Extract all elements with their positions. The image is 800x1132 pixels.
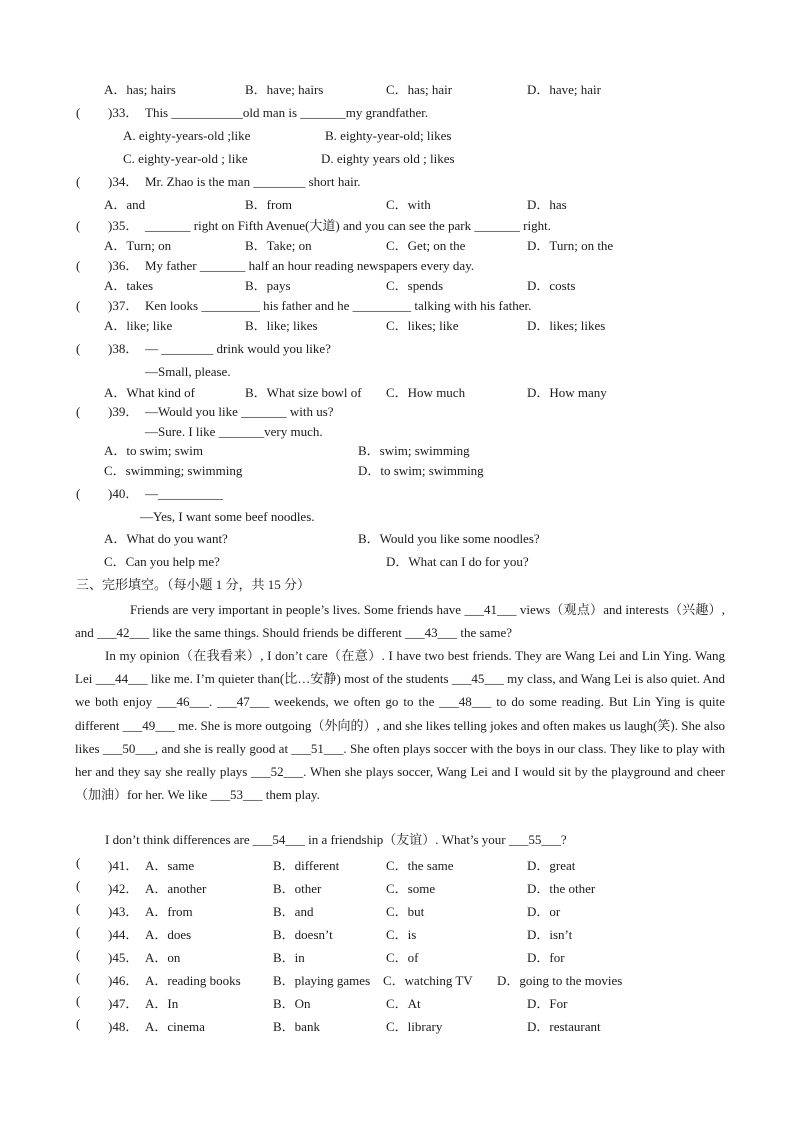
option-b: B．swim; swimming [358, 443, 470, 458]
q32-option-c: C．has; hair [386, 82, 453, 97]
question-stem: _______ right on Fifth Avenue(大道) and you can see the park _______ right. [145, 218, 551, 233]
answer-paren: ( [76, 878, 81, 893]
answer-paren: ( [76, 993, 81, 1008]
question-stem: —Would you like _______ with us? [145, 404, 334, 419]
option-a: A．same [145, 858, 195, 873]
question-number: )41． [108, 858, 139, 873]
option-b: B．like; likes [245, 318, 318, 333]
question-number: )36． [108, 258, 139, 273]
q32-option-d: D．have; hair [527, 82, 602, 97]
option-b: B．other [273, 881, 322, 896]
option-a: A．does [145, 927, 192, 942]
option-b: B．different [273, 858, 340, 873]
option-d: D．isn’t [527, 927, 573, 942]
answer-paren: ( [76, 341, 81, 356]
passage-paragraph-1: Friends are very important in people’s lives. Some friends have ___41___ views（观点）and interests（兴趣）, and ___42___ like the same things. Should friends be different ___43___ the same? [75, 602, 725, 641]
option-d: D．Turn; on the [527, 238, 614, 253]
option-b: B．doesn’t [273, 927, 333, 942]
option-a: A．What kind of [104, 385, 195, 400]
q32-option-a: A．has; hairs [104, 82, 176, 97]
passage-paragraph-3: I don’t think differences are ___54___ in a friendship（友谊）. What’s your ___55___? [105, 832, 567, 847]
answer-paren: ( [76, 404, 81, 419]
option-c: C．likes; like [386, 318, 459, 333]
option-b: B．and [273, 904, 314, 919]
option-d: D．For [527, 996, 568, 1011]
answer-paren: ( [76, 218, 81, 233]
question-number: )48． [108, 1019, 139, 1034]
answer-paren: ( [76, 924, 81, 939]
option-b: B．in [273, 950, 305, 965]
option-d: D．going to the movies [497, 973, 623, 988]
question-number: )45． [108, 950, 139, 965]
option-c: C．watching TV [383, 973, 473, 988]
question-stem: This ___________old man is _______my grandfather. [145, 105, 429, 120]
option-c: C．Can you help me? [104, 554, 220, 569]
answer-paren: ( [76, 174, 81, 189]
option-b: B．playing games [273, 973, 371, 988]
question-number: )47． [108, 996, 139, 1011]
option-a: A．like; like [104, 318, 173, 333]
question-stem: —__________ [145, 486, 223, 501]
question-number: )39． [108, 404, 139, 419]
option-c: C．At [386, 996, 421, 1011]
question-number: )43． [108, 904, 139, 919]
question-number: )42． [108, 881, 139, 896]
section-heading: 三、完形填空。（每小题 1 分，共 15 分） [76, 577, 311, 592]
answer-paren: ( [76, 1016, 81, 1031]
option-c: C．How much [386, 385, 466, 400]
option-c: C．of [386, 950, 419, 965]
answer-paren: ( [76, 901, 81, 916]
answer-paren: ( [76, 486, 81, 501]
question-number: )38． [108, 341, 139, 356]
question-stem: My father _______ half an hour reading newspapers every day. [145, 258, 475, 273]
option-b: B．What size bowl of [245, 385, 362, 400]
question-number: )33． [108, 105, 139, 120]
option-c: C．Get; on the [386, 238, 466, 253]
question-number: )44． [108, 927, 139, 942]
option-c: C．the same [386, 858, 454, 873]
answer-paren: ( [76, 855, 81, 870]
answer-paren: ( [76, 258, 81, 273]
q32-option-b: B．have; hairs [245, 82, 324, 97]
option-a: A．Turn; on [104, 238, 172, 253]
option-d: D．the other [527, 881, 596, 896]
option-a: A．from [145, 904, 193, 919]
option-a: A. eighty-years-old ;like [123, 128, 251, 143]
option-a: A．What do you want? [104, 531, 228, 546]
option-c: C. eighty-year-old ; like [123, 151, 248, 166]
option-a: A．on [145, 950, 181, 965]
answer-paren: ( [76, 298, 81, 313]
option-b: B．bank [273, 1019, 320, 1034]
option-c: C．with [386, 197, 431, 212]
question-response: —Sure. I like _______very much. [145, 424, 323, 439]
answer-paren: ( [76, 105, 81, 120]
option-d: D．to swim; swimming [358, 463, 484, 478]
question-number: )37． [108, 298, 139, 313]
question-stem: Ken looks _________ his father and he _________ talking with his father. [145, 298, 532, 313]
option-a: A．takes [104, 278, 154, 293]
option-a: A．In [145, 996, 179, 1011]
option-d: D．for [527, 950, 565, 965]
option-a: A．cinema [145, 1019, 205, 1034]
option-c: C．library [386, 1019, 443, 1034]
answer-paren: ( [76, 947, 81, 962]
option-c: C．some [386, 881, 436, 896]
option-a: A．reading books [145, 973, 241, 988]
option-b: B. eighty-year-old; likes [325, 128, 452, 143]
option-b: B．Would you like some noodles? [358, 531, 540, 546]
option-a: A．another [145, 881, 207, 896]
option-d: D．restaurant [527, 1019, 601, 1034]
option-c: C．swimming; swimming [104, 463, 243, 478]
question-response: —Small, please. [145, 364, 231, 379]
option-b: B．Take; on [245, 238, 312, 253]
option-d: D．or [527, 904, 561, 919]
question-response: —Yes, I want some beef noodles. [140, 509, 315, 524]
option-c: C．but [386, 904, 425, 919]
question-number: )34． [108, 174, 139, 189]
option-b: B．On [273, 996, 311, 1011]
option-c: C．is [386, 927, 417, 942]
question-number: )46． [108, 973, 139, 988]
passage-paragraph-2: In my opinion（在我看来）, I don’t care（在意）. I have two best friends. They are Wang Lei and Lin Ying. Wang Lei ___44___ like me. I’m quieter than(比…安静) most of the students ___45___ my class, and Wang Lei is also quiet. And we both enjoy ___46___. ___47___ weekends, we often go to the ___48___ to do some reading. But Lin Ying is quite different ___49___ me. She is more outgoing（外向的）, and she likes telling jokes and often makes us laugh(笑). She also likes ___50___, and she is really good at ___51___. She often plays soccer with the boys in our class. They like to play with her and they say she really plays ___52___. When she plays soccer, Wang Lei and I would sit by the playground and cheer（加油）for her. We like ___53___ them play. [75, 648, 725, 803]
option-d: D．costs [527, 278, 576, 293]
option-d: D．How many [527, 385, 607, 400]
option-d: D. eighty years old ; likes [321, 151, 455, 166]
option-a: A．and [104, 197, 146, 212]
answer-paren: ( [76, 970, 81, 985]
option-b: B．pays [245, 278, 291, 293]
option-c: C．spends [386, 278, 444, 293]
question-stem: — ________ drink would you like? [145, 341, 331, 356]
question-number: )40． [108, 486, 139, 501]
option-d: D．has [527, 197, 567, 212]
option-d: D．likes; likes [527, 318, 606, 333]
option-b: B．from [245, 197, 292, 212]
option-d: D．great [527, 858, 576, 873]
option-a: A．to swim; swim [104, 443, 203, 458]
option-d: D．What can I do for you? [386, 554, 529, 569]
question-stem: Mr. Zhao is the man ________ short hair. [145, 174, 361, 189]
question-number: )35． [108, 218, 139, 233]
